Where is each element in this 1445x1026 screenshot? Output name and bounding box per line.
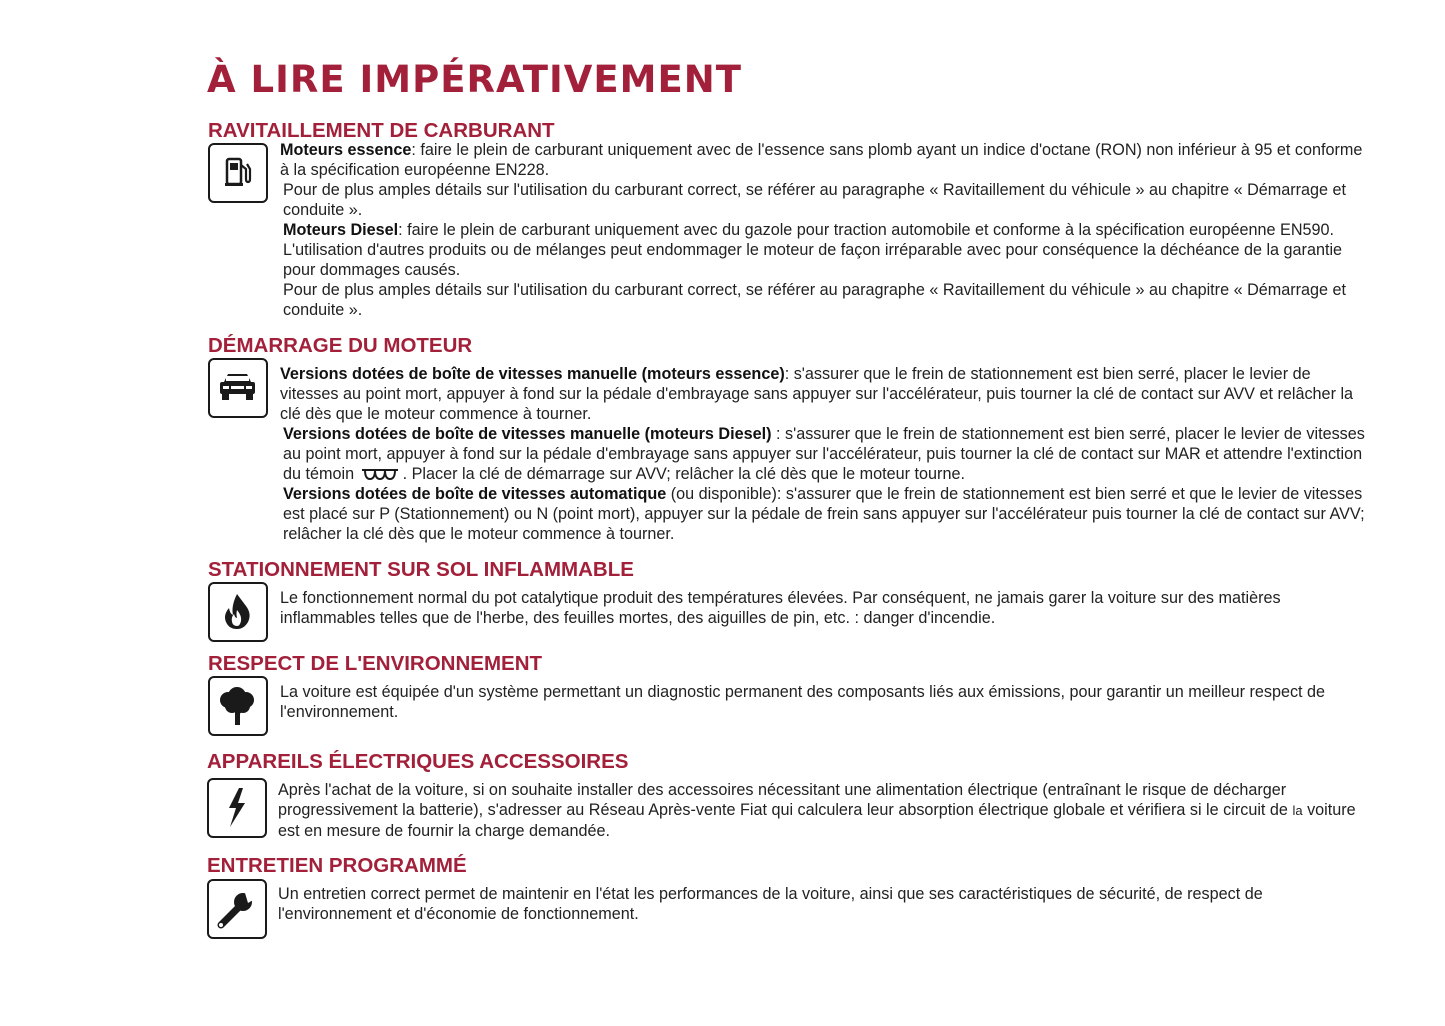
bold-label: Versions dotées de boîte de vitesses automatique bbox=[283, 485, 667, 503]
paragraph-text: : faire le plein de carburant uniquement avec de l'essence sans plomb ayant un indice d'octane (RON) non inférieur à 95 et conforme à la spécification européenne EN228. bbox=[280, 141, 1363, 179]
car-front-icon bbox=[208, 358, 268, 418]
section-heading: RAVITAILLEMENT DE CARBURANT bbox=[208, 119, 555, 142]
paragraph: Le fonctionnement normal du pot catalytique produit des températures élevées. Par conséquent, ne jamais garer la voiture sur des matières inflammables telles que de l'herbe, des feuilles mortes, des aiguilles de pin, etc. : danger d'incendie. bbox=[280, 589, 1281, 627]
glow-plug-icon bbox=[361, 467, 401, 481]
paragraph: Un entretien correct permet de maintenir en l'état les performances de la voiture, ainsi que ses caractéristiques de sécurité, de respect de l'environnement et d'économie de fonctionnement. bbox=[278, 885, 1263, 923]
paragraph bbox=[280, 424, 1370, 484]
paragraph-text: : s'assurer que le frein de stationnement est bien serré, placer le levier de vitesses au point mort, appuyer à fond sur la pédale d'embrayage sans appuyer sur l'accélérateur, puis tourner la clé de contact sur MAR et attendre l'extinction du témoin bbox=[283, 425, 1365, 483]
paragraph-text: : faire le plein de carburant uniquement avec du gazole pour traction automobile et conforme à la spécification européenne EN590. L'utilisation d'autres produits ou de mélanges peut endommager le moteur de façon irréparable avec pour conséquence la déchéance de la garantie pour dommages causés. bbox=[283, 221, 1343, 279]
section-heading: ENTRETIEN PROGRAMMÉ bbox=[207, 854, 467, 877]
section-body bbox=[280, 588, 1370, 628]
section-heading: DÉMARRAGE DU MOTEUR bbox=[208, 334, 473, 357]
lightning-bolt-icon bbox=[207, 778, 267, 838]
section-heading: RESPECT DE L'ENVIRONNEMENT bbox=[208, 652, 543, 675]
bold-label: Moteurs Diesel bbox=[283, 221, 399, 239]
paragraph bbox=[280, 364, 1370, 424]
section-body bbox=[280, 140, 1370, 320]
paragraph bbox=[280, 484, 1370, 544]
paragraph: Pour de plus amples détails sur l'utilisation du carburant correct, se référer au paragraphe « Ravitaillement du véhicule » au chapitre « Démarrage et conduite ». bbox=[283, 181, 1347, 219]
paragraph: Pour de plus amples détails sur l'utilisation du carburant correct, se référer au paragraphe « Ravitaillement du véhicule » au chapitre « Démarrage et conduite ». bbox=[283, 281, 1347, 319]
bold-label: Versions dotées de boîte de vitesses manuelle (moteurs Diesel) bbox=[283, 425, 772, 443]
wrench-icon bbox=[207, 879, 267, 939]
tree-icon bbox=[208, 676, 268, 736]
paragraph-text: (ou disponible): s'assurer que le frein de stationnement est bien serré et que le levier de vitesses est placé sur P (Stationnement) ou N (point mort), appuyer sur la pédale de frein sans appuyer sur l'accélérateur puis tourner la clé de contact sur AVV; relâcher la clé dès que le moteur commence à tourner. bbox=[283, 485, 1365, 543]
fuel-pump-icon bbox=[208, 143, 268, 203]
paragraph-text: . Placer la clé de démarrage sur AVV; relâcher la clé dès que le moteur tourne. bbox=[402, 465, 965, 483]
section-heading: STATIONNEMENT SUR SOL INFLAMMABLE bbox=[208, 558, 634, 581]
paragraph-text: Après l'achat de la voiture, si on souhaite installer des accessoires nécessitant une alimentation électrique (entraînant le risque de décharger progressivement la batterie), s'adresser au Réseau Après-vente Fiat qui calculera leur absorption électrique globale et vérifiera si le circuit de bbox=[278, 781, 1288, 819]
paragraph-text: voiture est en mesure de fournir la charge demandée. bbox=[278, 801, 1356, 840]
paragraph: La voiture est équipée d'un système permettant un diagnostic permanent des composants liés aux émissions, pour garantir un meilleur respect de l'environnement. bbox=[280, 683, 1326, 721]
section-body bbox=[278, 780, 1368, 841]
section-body bbox=[280, 682, 1370, 722]
paragraph bbox=[278, 780, 1368, 841]
paragraph bbox=[280, 220, 1370, 280]
paragraph-text: la bbox=[1292, 803, 1303, 818]
paragraph-text: : s'assurer que le frein de stationnement est bien serré, placer le levier de vitesses au point mort, appuyer à fond sur la pédale d'embrayage sans appuyer sur l'accélérateur, puis tourner la clé de contact sur AVV et relâcher la clé dès que le moteur commence à tourner. bbox=[280, 365, 1354, 423]
section-heading: APPAREILS ÉLECTRIQUES ACCESSOIRES bbox=[207, 750, 629, 773]
bold-label: Versions dotées de boîte de vitesses manuelle (moteurs essence) bbox=[280, 365, 785, 383]
section-body bbox=[278, 884, 1368, 924]
flame-icon bbox=[208, 582, 268, 642]
paragraph bbox=[280, 140, 1370, 180]
section-body bbox=[280, 364, 1370, 544]
page-title: À LIRE IMPÉRATIVEMENT bbox=[207, 58, 742, 101]
bold-label: Moteurs essence bbox=[280, 141, 412, 159]
